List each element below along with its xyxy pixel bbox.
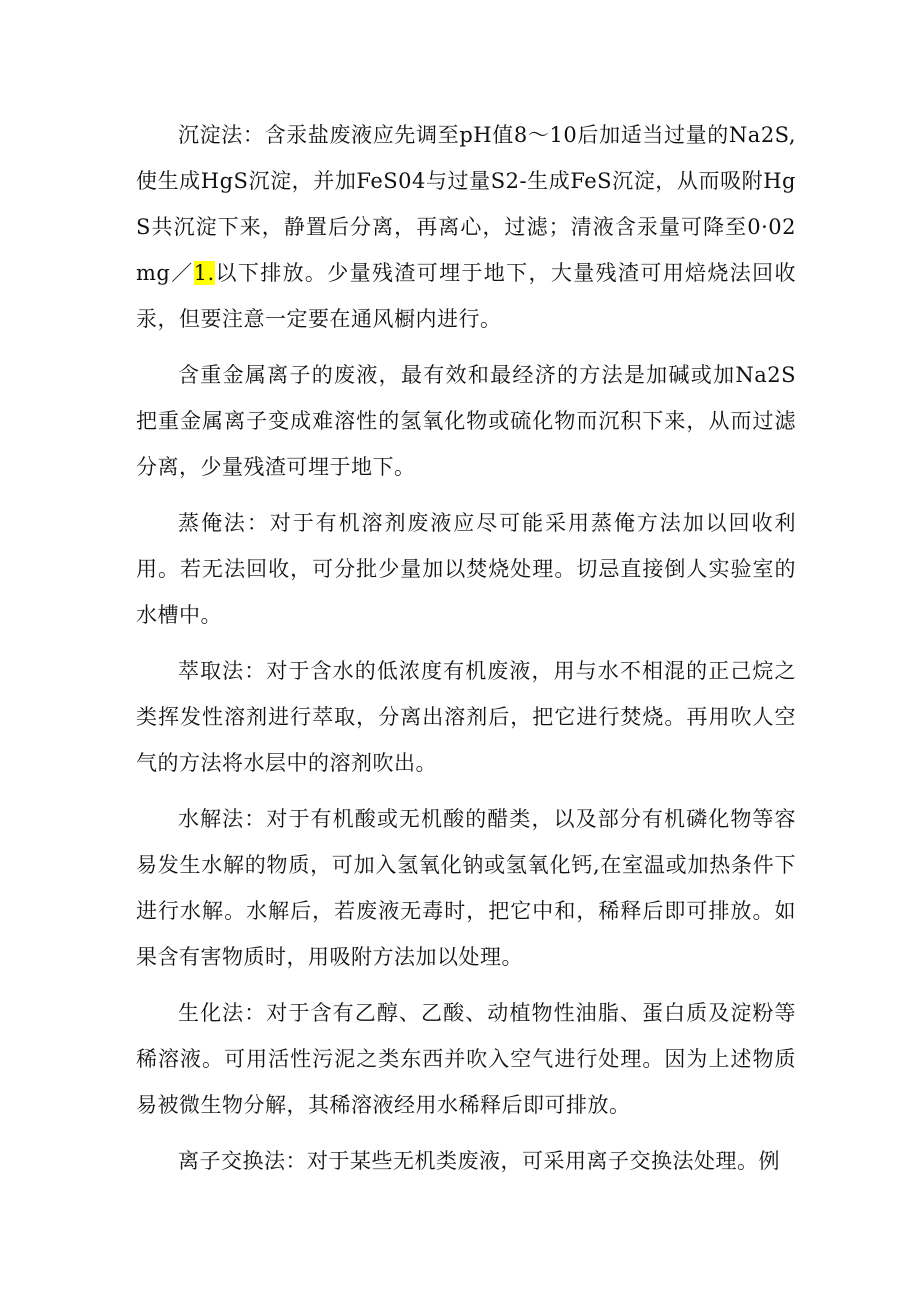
paragraph-extraction-method: 萃取法：对于含水的低浓度有机废液，用与水不相混的正己烷之类挥发性溶剂进行萃取，分离出溶剂后，把它进行焚烧。再用吹人空气的方法将水层中的溶剂吹出。 bbox=[136, 659, 796, 775]
paragraph-biochemical-method: 生化法：对于含有乙醇、乙酸、动植物性油脂、蛋白质及淀粉等稀溶液。可用活性污泥之类东西并吹入空气进行处理。因为上述物质易被微生物分解，其稀溶液经用水稀释后即可排放。 bbox=[136, 1001, 796, 1117]
document-body bbox=[136, 112, 796, 1194]
precipitation-text-part-1: 沉淀法：含汞盐废液应先调至pH值8～10后加适当过量的Na2S,使生成HgS沉淀，并加FeS04与过量S2-生成FeS沉淀，从而吸附HgS共沉淀下来，静置后分离，再离心，过滤；清液含汞量可降至0·02mg／ bbox=[136, 123, 796, 285]
highlighted-text: 1. bbox=[193, 261, 215, 285]
paragraph-heavy-metal-ions: 含重金属离子的废液，最有效和最经济的方法是加碱或加Na2S把重金属离子变成难溶性的氢氧化物或硫化物而沉积下来，从而过滤分离，少量残渣可埋于地下。 bbox=[136, 363, 796, 479]
paragraph-precipitation-method bbox=[136, 112, 796, 342]
paragraph-ion-exchange-method: 离子交换法：对于某些无机类废液，可采用离子交换法处理。例 bbox=[178, 1149, 780, 1173]
paragraph-hydrolysis-method: 水解法：对于有机酸或无机酸的醋类，以及部分有机磷化物等容易发生水解的物质，可加入氢氧化钠或氢氧化钙,在室温或加热条件下进行水解。水解后，若废液无毒时，把它中和，稀释后即可排放。如果含有害物质时，用吸附方法加以处理。 bbox=[136, 807, 796, 969]
precipitation-text-part-2: 以下排放。少量残渣可埋于地下，大量残渣可用焙烧法回收汞，但要注意一定要在通风橱内进行。 bbox=[136, 261, 796, 331]
paragraph-distillation-method: 蒸俺法：对于有机溶剂废液应尽可能采用蒸俺方法加以回收利用。若无法回收，可分批少量加以焚烧处理。切忌直接倒人实验室的水槽中。 bbox=[136, 511, 796, 627]
